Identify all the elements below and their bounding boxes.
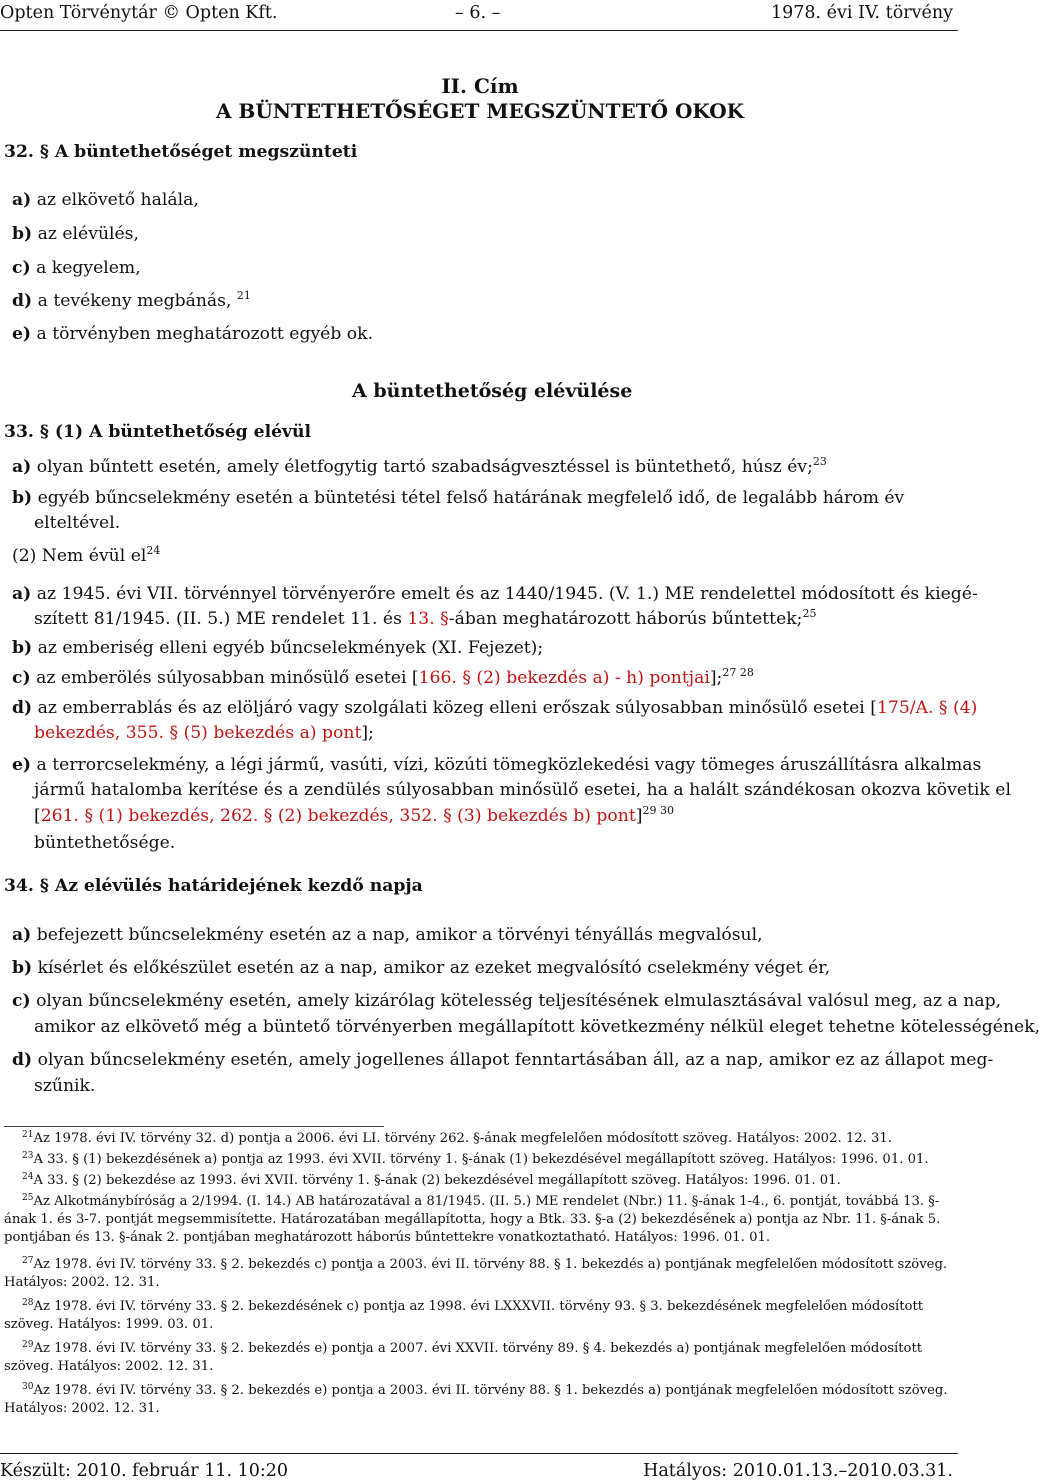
list-item: a) az 1945. évi VII. törvénnyel törvényerőre emelt és az 1440/1945. (V. 1.) ME rendelettel módosított és kiegé- [12,584,978,604]
chapter-title: A BÜNTETHETŐSÉGET MEGSZÜNTETŐ OKOK [215,99,745,123]
footer-created: Készült: 2010. február 11. 10:20 [0,1461,289,1481]
chapter-number: II. Cím [441,74,519,98]
list-item: a) olyan bűntett esetén, amely életfogytig tartó szabadságvesztéssel is büntethető, húsz év;$^{23}$ [12,455,827,477]
section-32-heading: 32. § A büntethetőséget megszünteti [4,142,358,162]
footnote: $^{27}$Az 1978. évi IV. törvény 33. § 2. bekezdés c) pontja a 2003. évi II. törvény 88. § 1. bekezdés a) pontjának megfelelően módosított szöveg. Hatályos: 2002. 12. 31. [4,1256,948,1290]
list-item-cont: büntethetősége. [34,833,176,853]
list-item-cont: elteltével. [34,513,121,533]
list-item-cont: jármű hatalomba kerítése és a zendülés súlyosabban minősülő esetei, ha a halált szándékosan okozva követik el [34,780,1011,800]
footer-effective: Hatályos: 2010.01.13.–2010.03.31. [643,1461,953,1481]
footnote: $^{25}$Az Alkotmánybíróság a 2/1994. (I. 14.) AB határozatával a 81/1945. (II. 5.) ME rendelet (Nbr.) 11. §-ának 1-4., 6. pontját, továbbá 13. §-ának 1. és 3-7. pontját megsemmisítette. Határozatában megállapította, hogy a Btk. 33. §-a (2) bekezdésének a) pontja az Nbr. 11. §-ának 5. pontjában és 13. §-ának 2. pontjában meghatározott háborús bűntettekre vonatkoztatható. Hatályos: 1996. 01. 01. [4,1193,941,1245]
list-item: b) az emberiség elleni egyéb bűncselekmények (XI. Fejezet); [12,638,544,658]
section-34-heading: 34. § Az elévülés határidejének kezdő napja [4,876,423,896]
list-item: e) a terrorcselekmény, a légi jármű, vasúti, vízi, közúti tömegközlekedési vagy tömeges áruszállításra alkalmas [12,755,982,775]
footnote-rule [4,1126,384,1127]
list-item: b) kísérlet és előkészület esetén az a nap, amikor az ezeket megvalósító cselekmény véget ér, [12,958,831,978]
footnote: $^{30}$Az 1978. évi IV. törvény 33. § 2. bekezdés e) pontja a 2003. évi II. törvény 88. § 1. bekezdés a) pontjának megfelelően módosított szöveg. Hatályos: 2002. 12. 31. [4,1382,948,1416]
footnote: $^{23}$A 33. § (1) bekezdésének a) pontja az 1993. évi XVII. törvény 1. §-ának (1) bekezdésével megállapított szöveg. Hatályos: 1996. 01. 01. [22,1151,929,1167]
header-page-number: – 6. – [455,3,501,23]
list-item: d) olyan bűncselekmény esetén, amely jogellenes állapot fenntartásában áll, az a nap, amikor ez az állapot meg- [12,1050,994,1070]
footnote-ref[interactable]: 27 28 [722,666,754,679]
footnote-ref[interactable]: 21 [236,289,251,302]
header-right: 1978. évi IV. törvény [770,3,953,23]
list-item: e) a törvényben meghatározott egyéb ok. [12,324,374,344]
list-item: a) az elkövető halála, [12,190,199,210]
law-link[interactable]: 166. § (2) bekezdés a) - h) pontjai [418,668,710,688]
list-item-cont: szített 81/1945. (II. 5.) ME rendelet 11. és 13. §-ában meghatározott háborús bűntettek;$^{25}$ [34,607,817,629]
law-link[interactable]: 261. § (1) bekezdés, 262. § (2) bekezdés, 352. § (3) bekezdés b) pont [40,806,636,826]
law-link[interactable]: 175/A. § (4) [876,698,978,718]
subheading-elevules: A büntethetőség elévülése [352,380,633,402]
list-item: c) olyan bűncselekmény esetén, amely kizárólag kötelesség teljesítésének elmulasztásával valósul meg, az a nap, [12,991,1002,1011]
list-item-cont: [261. § (1) bekezdés, 262. § (2) bekezdés, 352. § (3) bekezdés b) pont]$^{29 30}$ [34,804,674,826]
section-33-heading: 33. § (1) A büntethetőség elévül [4,422,312,442]
footnote: $^{28}$Az 1978. évi IV. törvény 33. § 2. bekezdésének c) pontja az 1998. évi LXXXVII. törvény 93. § 3. bekezdésének megfelelően módosított szöveg. Hatályos: 1999. 03. 01. [4,1298,924,1332]
footnote-ref[interactable]: 25 [802,607,817,620]
law-link[interactable]: bekezdés, 355. § (5) bekezdés a) pont [34,723,362,743]
list-item: a) befejezett bűncselekmény esetén az a nap, amikor a törvényi tényállás megvalósul, [12,925,763,945]
law-link[interactable]: 13. § [407,609,449,629]
list-item: d) az emberrablás és az elöljáró vagy szolgálati közeg elleni erőszak súlyosabban minősülő esetei [175/A. § (4) [12,698,978,718]
list-item-cont: amikor az elkövető még a büntető törvényerben megállapított következmény nélkül eleget tehetne kötelességének, [34,1017,1040,1037]
footnote: $^{24}$A 33. § (2) bekezdése az 1993. évi XVII. törvény 1. §-ának (2) bekezdésével megállapított szöveg. Hatályos: 1996. 01. 01. [22,1172,841,1188]
list-item: b) egyéb bűncselekmény esetén a büntetési tétel felső határának megfelelő idő, de legalább három év [12,488,905,508]
footnote: $^{21}$Az 1978. évi IV. törvény 32. d) pontja a 2006. évi LI. törvény 262. §-ának megfelelően módosított szöveg. Hatályos: 2002. 12. 31. [22,1130,892,1146]
footer-rule [0,1453,958,1454]
footnote: $^{29}$Az 1978. évi IV. törvény 33. § 2. bekezdés e) pontja a 2007. évi XXVII. törvény 89. § 4. bekezdés a) pontjának megfelelően módosított szöveg. Hatályos: 2002. 12. 31. [4,1340,923,1374]
list-item-cont: bekezdés, 355. § (5) bekezdés a) pont]; [34,723,374,743]
list-item: b) az elévülés, [12,224,139,244]
paragraph-2: (2) Nem évül $el^{24}$ [12,544,161,566]
footnote-ref[interactable]: 24 [146,544,161,557]
page-header [0,3,958,29]
footnote-ref[interactable]: 29 30 [642,804,674,817]
list-item: c) a kegyelem, [12,258,141,278]
header-rule [0,30,958,31]
header-left: Opten Törvénytár © Opten Kft. [0,3,278,23]
list-item: d) a tevékeny megbánás, $^{21}$ [12,289,251,311]
footnote-ref[interactable]: 23 [812,455,827,468]
list-item: c) az emberölés súlyosabban minősülő esetei [166. § (2) bekezdés a) - h) pontjai];$^{27 28}$ [12,666,754,688]
list-item-cont: szűnik. [34,1076,96,1096]
